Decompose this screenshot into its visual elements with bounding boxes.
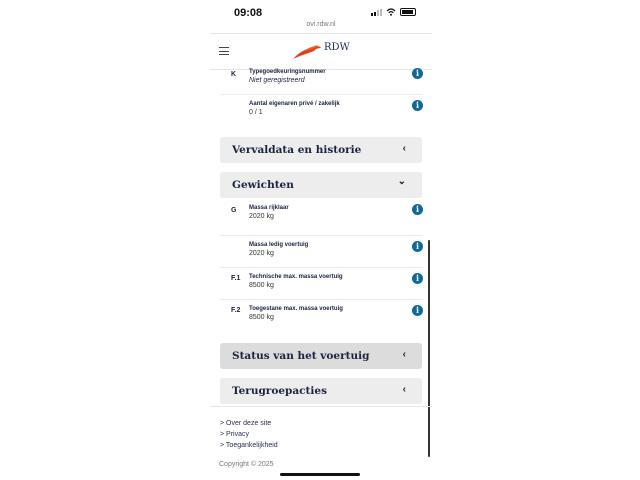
link-label: Privacy xyxy=(226,431,249,438)
home-indicator[interactable] xyxy=(280,473,360,476)
link-label: Toegankelijkheid xyxy=(225,442,278,449)
chevron-right-icon: > xyxy=(220,420,225,427)
row-value: 8500 kg xyxy=(249,282,274,289)
weight-row xyxy=(220,268,422,300)
row-value: 8500 kg xyxy=(249,314,274,321)
status-bar xyxy=(210,0,432,20)
row-value: 2020 kg xyxy=(249,250,274,257)
footer-link-toegankelijkheid[interactable] xyxy=(220,440,442,451)
chevron-right-icon: > xyxy=(220,442,225,449)
phone-screen xyxy=(210,0,432,480)
info-icon[interactable]: i xyxy=(412,305,423,316)
info-icon[interactable]: i xyxy=(412,204,423,215)
accordion-status[interactable] xyxy=(220,343,422,369)
signal-icon xyxy=(371,9,382,16)
row-code: F.2 xyxy=(231,307,241,314)
row-code: F.1 xyxy=(231,275,241,282)
detail-row xyxy=(220,95,422,128)
info-icon[interactable]: i xyxy=(412,241,423,252)
row-label: Massa rijklaar xyxy=(249,205,289,211)
chevron-left-icon: ‹ xyxy=(402,349,406,360)
row-label: Aantal eigenaren privé / zakelijk xyxy=(249,101,340,107)
chevron-down-icon: ⌄ xyxy=(397,176,406,187)
weight-row xyxy=(220,204,422,236)
chevron-left-icon: ‹ xyxy=(402,384,406,395)
accordion-terugroepacties[interactable] xyxy=(220,378,422,404)
copyright: Copyright © 2025 xyxy=(219,461,274,468)
row-label: Typegoedkeuringsnummer xyxy=(249,69,326,75)
rdw-logo[interactable] xyxy=(292,42,350,60)
row-value: 2020 kg xyxy=(249,213,274,220)
status-icons xyxy=(371,8,416,16)
accordion-title: Terugroepacties xyxy=(232,385,327,397)
vehicle-details xyxy=(210,68,432,404)
info-icon[interactable]: i xyxy=(412,68,423,79)
info-icon[interactable]: i xyxy=(412,273,423,284)
accordion-gewichten[interactable] xyxy=(220,172,422,198)
footer-link-privacy[interactable] xyxy=(220,429,442,440)
chevron-right-icon: > xyxy=(220,431,225,438)
accordion-title: Gewichten xyxy=(232,179,294,191)
accordion-title: Vervaldata en historie xyxy=(232,144,362,156)
link-label: Over deze site xyxy=(226,420,272,427)
footer xyxy=(210,406,432,468)
battery-icon xyxy=(400,8,416,16)
row-code: K xyxy=(231,71,237,78)
url-bar[interactable]: ovi.rdw.nl xyxy=(306,21,336,28)
row-label: Toegestane max. massa voertuig xyxy=(249,306,343,312)
footer-link-over[interactable] xyxy=(220,418,442,429)
site-header xyxy=(210,33,432,70)
info-icon[interactable]: i xyxy=(412,100,423,111)
accordion-title: Status van het voertuig xyxy=(232,350,370,362)
rdw-bird-icon xyxy=(292,42,322,60)
row-code: G xyxy=(231,207,237,214)
row-label: Technische max. massa voertuig xyxy=(249,274,343,280)
clock: 09:08 xyxy=(234,7,263,19)
weight-row xyxy=(220,236,422,268)
accordion-vervaldata[interactable] xyxy=(220,137,422,163)
detail-row xyxy=(220,68,422,95)
row-label: Massa ledig voertuig xyxy=(249,242,309,248)
chevron-left-icon: ‹ xyxy=(402,143,406,154)
logo-text: RDW xyxy=(324,42,350,53)
row-value: Niet geregistreerd xyxy=(249,77,305,84)
wifi-icon xyxy=(386,8,396,16)
row-value: 0 / 1 xyxy=(249,109,263,116)
hamburger-icon[interactable] xyxy=(219,47,229,55)
weight-row xyxy=(220,300,422,331)
